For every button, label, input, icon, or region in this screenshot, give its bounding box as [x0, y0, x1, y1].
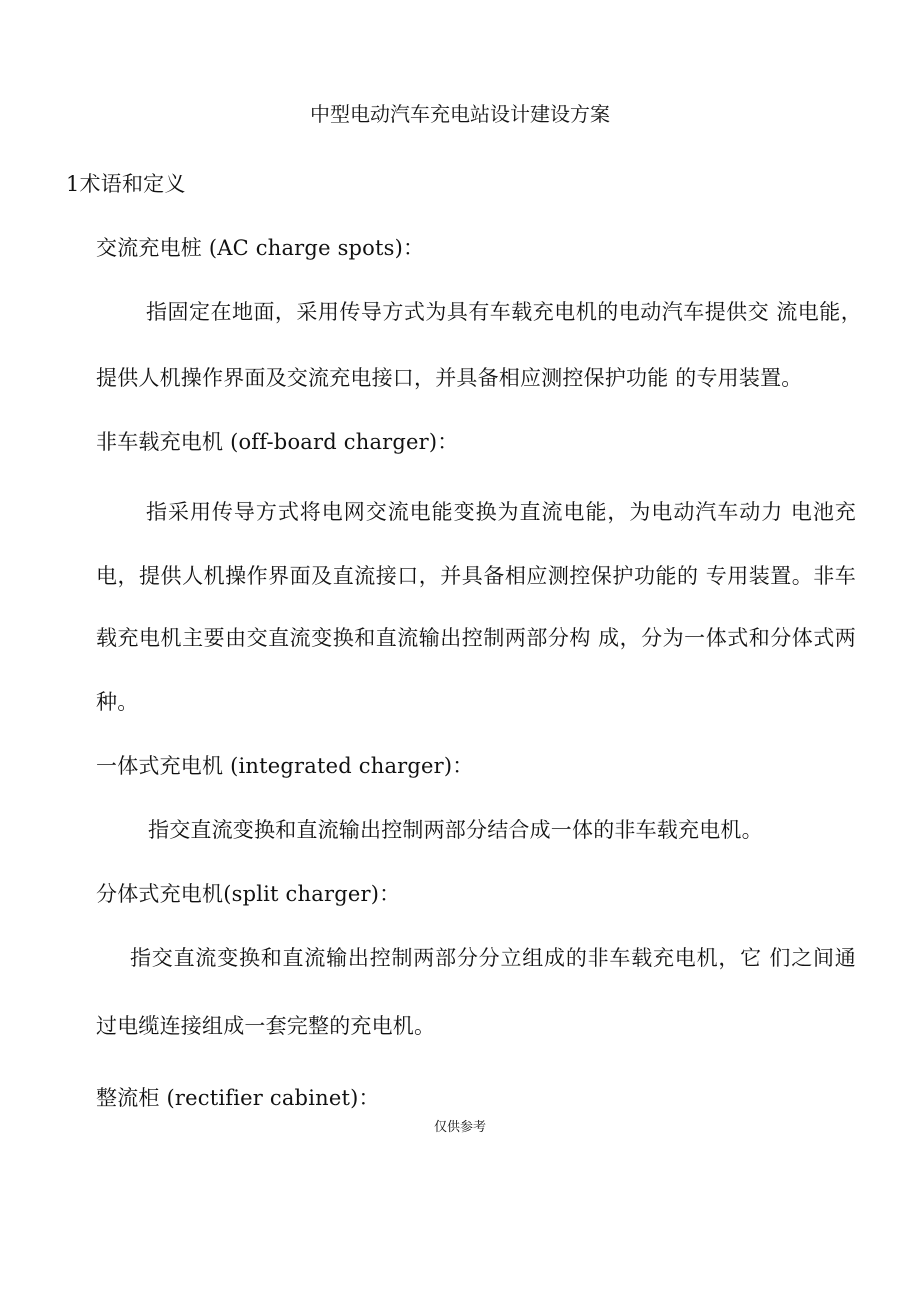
- definition-line: 指固定在地面，采用传导方式为具有车载充电机的电动汽车提供交 流电能，: [146, 300, 862, 324]
- definition-line: 指采用传导方式将电网交流电能变换为直流电能，为电动汽车动力 电池充: [146, 500, 856, 524]
- term-off-board-charger: 非车载充电机 (off-board charger)：: [96, 430, 459, 454]
- term-ac-charge-spots: 交流充电桩 (AC charge spots)：: [96, 236, 425, 260]
- term-rectifier-cabinet: 整流柜 (rectifier cabinet)：: [96, 1086, 380, 1110]
- document-title: 中型电动汽车充电站设计建设方案: [310, 102, 610, 126]
- term-integrated-charger: 一体式充电机 (integrated charger)：: [96, 754, 474, 778]
- definition-line: 载充电机主要由交直流变换和直流输出控制两部分构 成，分为一体式和分体式两: [96, 626, 856, 650]
- definition-line: 指交直流变换和直流输出控制两部分结合成一体的非车载充电机。: [148, 818, 763, 842]
- definition-line: 指交直流变换和直流输出控制两部分分立组成的非车载充电机，它 们之间通: [130, 946, 856, 970]
- definition-line: 种。: [96, 690, 139, 714]
- term-split-charger: 分体式充电机(split charger)：: [96, 882, 401, 906]
- definition-line: 过电缆连接组成一套完整的充电机。: [96, 1014, 436, 1038]
- definition-line: 提供人机操作界面及交流充电接口，并具备相应测控保护功能 的专用装置。: [96, 366, 803, 390]
- footer-note: 仅供参考: [433, 1120, 486, 1135]
- definition-line: 电，提供人机操作界面及直流接口，并具备相应测控保护功能的 专用装置。非车: [96, 564, 856, 588]
- section-heading: 1术语和定义: [66, 172, 186, 196]
